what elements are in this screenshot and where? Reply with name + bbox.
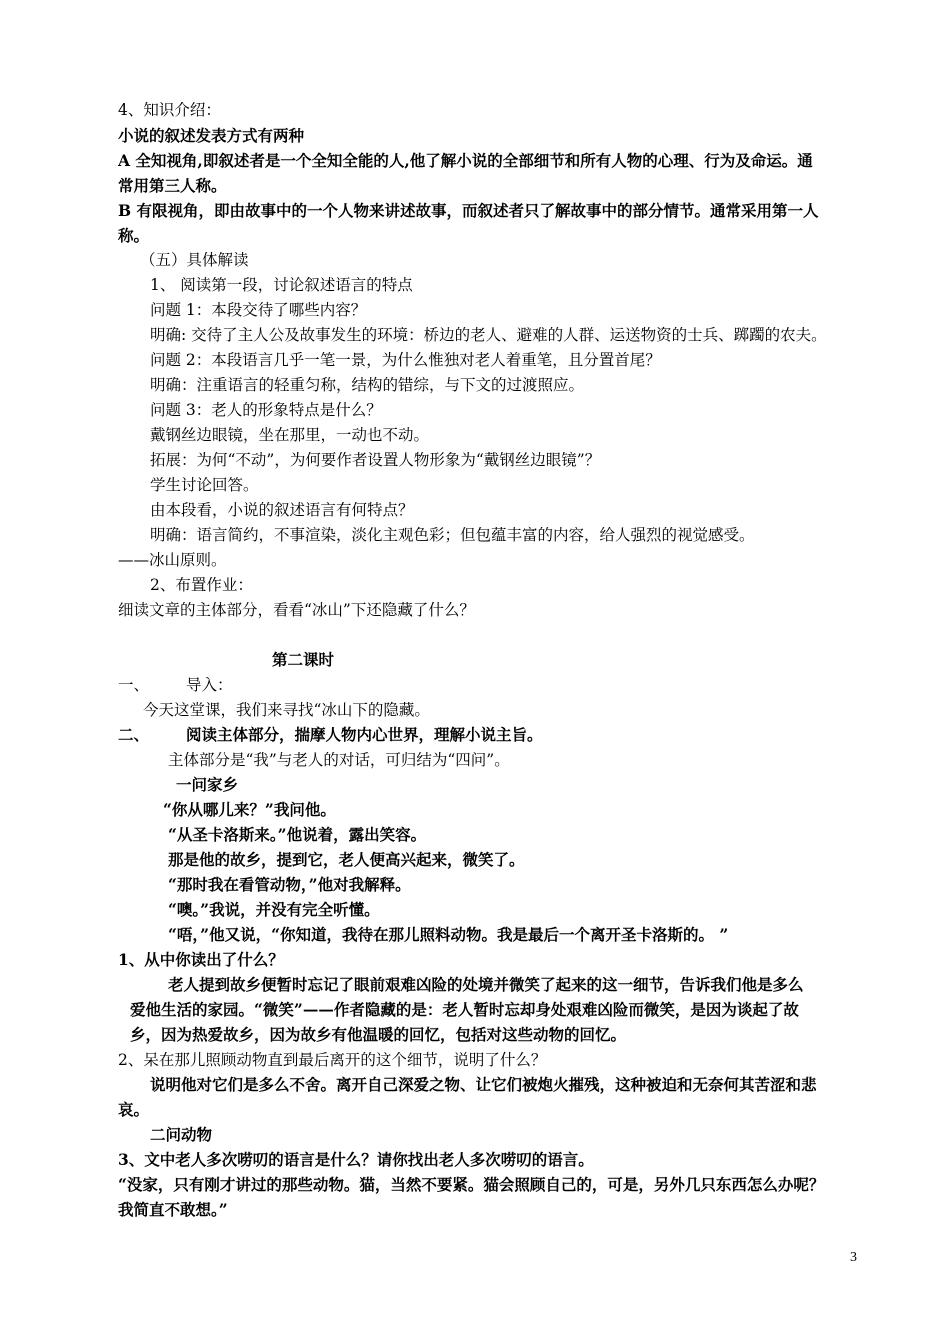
text-line: 主体部分是“我”与老人的对话，可归结为“四问”。 xyxy=(168,751,510,769)
text-line: ——冰山原则。 xyxy=(118,551,227,569)
text-line: 小说的叙述发表方式有两种 xyxy=(118,126,305,145)
text-line: 4、知识介绍： xyxy=(118,101,221,119)
list-text: 阅读主体部分，揣摩人物内心世界，理解小说主旨。 xyxy=(186,725,543,744)
text-line: 爱他生活的家园。“微笑”——作者隐藏的是：老人暂时忘却身处艰难凶险而微笑，是因为谈起了故 xyxy=(130,1000,799,1019)
lesson-title: 第二课时 xyxy=(272,650,335,669)
text-line: 问题 1：本段交待了哪些内容？ xyxy=(150,301,367,319)
text-line: 明确：注重语言的轻重匀称，结构的错综，与下文的过渡照应。 xyxy=(150,376,585,394)
text-line: 明确: 交待了主人公及故事发生的环境：桥边的老人、避难的人群、运送物资的士兵、踯躅的农夫。 xyxy=(150,326,827,344)
text-line: “唔，”他又说，“你知道，我待在那儿照料动物。我是最后一个离开圣卡洛斯的。 ” xyxy=(168,925,729,944)
list-number: 二、 xyxy=(118,725,150,744)
question: 1、从中你读出了什么？ xyxy=(118,950,284,969)
text-line: 问题 2：本段语言几乎一笔一景，为什么惟独对老人着重笔，且分置首尾？ xyxy=(150,351,661,369)
text-line: “你从哪儿来？”我问他。 xyxy=(163,800,336,819)
list-number: 一、 xyxy=(118,676,150,694)
text-line: 由本段看，小说的叙述语言有何特点？ xyxy=(150,501,414,519)
text-line: 哀。 xyxy=(118,1100,150,1119)
page-number: 3 xyxy=(850,1250,857,1265)
text-line: A 全知视角,即叙述者是一个全知全能的人,他了解小说的全部细节和所有人物的心理、行为及命运。通 xyxy=(118,151,813,170)
text-line: 戴钢丝边眼镜，坐在那里，一动也不动。 xyxy=(150,426,430,444)
question: 3、文中老人多次唠叨的语言是什么？请你找出老人多次唠叨的语言。 xyxy=(118,1150,594,1169)
list-text: 导入： xyxy=(186,676,233,694)
sub-heading: 一问家乡 xyxy=(176,775,239,794)
text-line: 拓展：为何“不动”，为何要作者设置人物形象为“戴钢丝边眼镜”？ xyxy=(150,451,601,469)
text-line: “那时我在看管动物，”他对我解释。 xyxy=(168,875,411,894)
text-line: 1、 阅读第一段，讨论叙述语言的特点 xyxy=(150,276,413,294)
text-line: 问题 3：老人的形象特点是什么？ xyxy=(150,401,382,419)
sub-heading: 二问动物 xyxy=(150,1125,213,1144)
text-line xyxy=(118,675,233,695)
question: 2、呆在那儿照顾动物直到最后离开的这个细节，说明了什么？ xyxy=(118,1051,547,1069)
text-line: B 有限视角，即由故事中的一个人物来讲述故事，而叙述者只了解故事中的部分情节。通常采用第一人 xyxy=(118,201,819,220)
section-heading: （五）具体解读 xyxy=(140,251,249,269)
text-line: “噢。”我说，并没有完全听懂。 xyxy=(168,900,380,919)
text-line: “没家，只有刚才讲过的那些动物。猫，当然不要紧。猫会照顾自己的，可是，另外几只东西怎么办呢？ xyxy=(118,1175,825,1194)
text-line: 乡，因为热爱故乡，因为故乡有他温暖的回忆，包括对这些动物的回忆。 xyxy=(130,1025,627,1044)
text-line: 细读文章的主体部分，看看“冰山”下还隐藏了什么？ xyxy=(118,601,475,619)
text-line: 老人提到故乡便暂时忘记了眼前艰难凶险的处境并微笑了起来的这一细节，告诉我们他是多么 xyxy=(168,975,804,994)
text-line: 那是他的故乡，提到它，老人便高兴起来，微笑了。 xyxy=(168,850,525,869)
text-line: “从圣卡洛斯来。”他说着，露出笑容。 xyxy=(168,825,427,844)
text-line: 今天这堂课，我们来寻找“冰山下的隐藏。 xyxy=(143,701,430,719)
text-line: 称。 xyxy=(118,226,150,245)
text-line: 说明他对它们是多么不舍。离开自己深爱之物、让它们被炮火摧残，这种被迫和无奈何其苦涩和悲 xyxy=(150,1075,817,1094)
text-line: 明确：语言简约，不事渲染，淡化主观色彩；但包蕴丰富的内容，给人强烈的视觉感受。 xyxy=(150,526,755,544)
text-line: 常用第三人称。 xyxy=(118,176,227,195)
text-line: 2、布置作业： xyxy=(150,576,253,594)
text-line xyxy=(118,725,543,745)
text-line: 我简直不敢想。” xyxy=(118,1200,228,1219)
text-line: 学生讨论回答。 xyxy=(150,476,259,494)
